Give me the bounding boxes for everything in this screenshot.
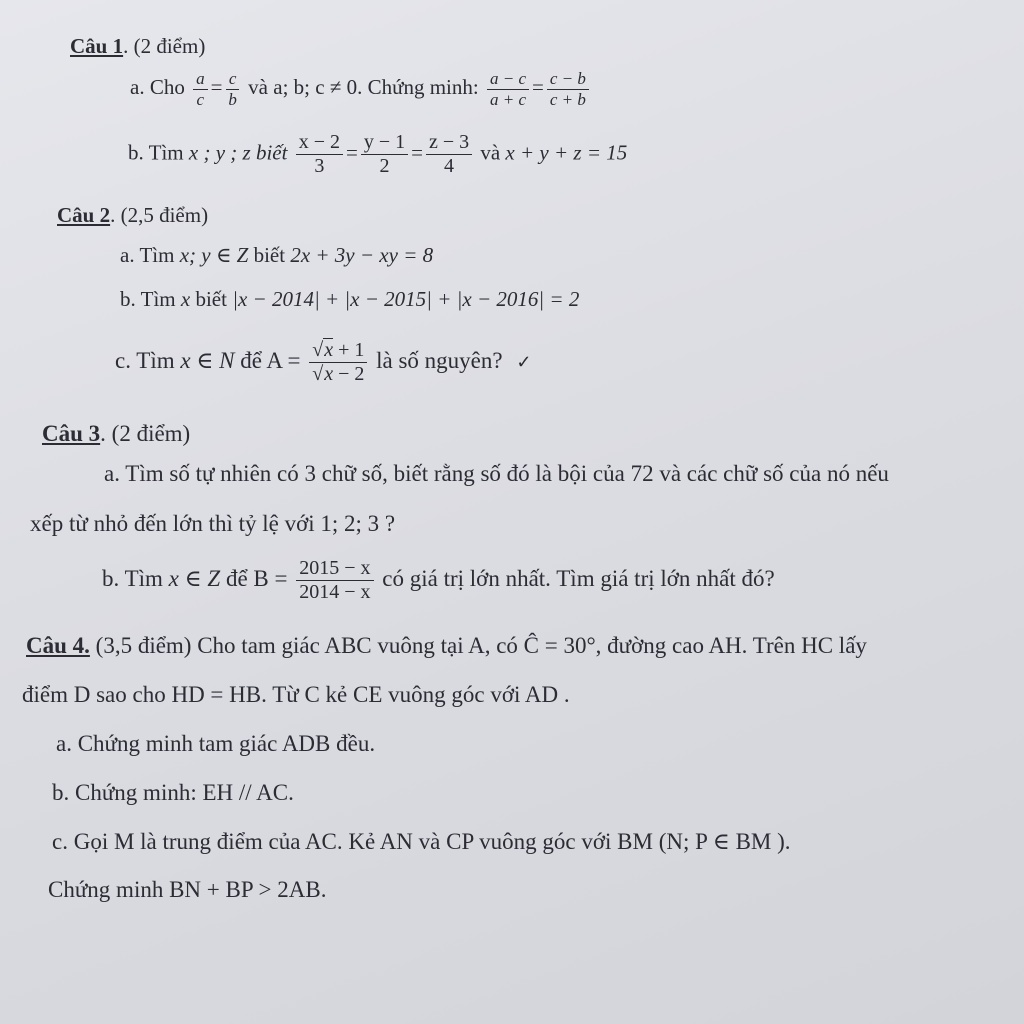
q1-b-frac3: $\frac{z - 3}{4}$ xyxy=(426,132,472,177)
q1-b-frac2: $\frac{y - 1}{2}$ xyxy=(361,132,408,177)
q2-a: a. Tìm x; y ∈ Z biết 2x + 3y − xy = 8 xyxy=(120,243,434,267)
q3-a-line1: a. Tìm số tự nhiên có 3 chữ số, biết rằng số đó là bội của 72 và các chữ số của nó nếu xyxy=(104,461,889,486)
q4-line2: điểm D sao cho HD = HB. Từ C kẻ CE vuông góc với AD . xyxy=(22,682,570,707)
q1-a-label: a. Cho xyxy=(130,75,185,100)
q2-b: b. Tìm x biết |x − 2014| + |x − 2015| + |x − 2016| = 2 xyxy=(120,287,580,311)
q1-a-frac4: $\frac{c - b}{c + b}$ xyxy=(547,70,589,109)
q3-title: Câu 3 xyxy=(42,421,101,446)
q4-c: c. Gọi M là trung điểm của AC. Kẻ AN và CP vuông góc với BM (N; P ∈ BM ). xyxy=(52,829,791,854)
q4-line1: Câu 4. (3,5 điểm) Cho tam giác ABC vuông tại A, có Ĉ = 30°, đường cao AH. Trên HC lấy xyxy=(26,633,867,658)
q1-title: Câu 1 xyxy=(70,34,124,58)
q1-heading xyxy=(70,34,205,59)
q3-heading xyxy=(42,421,190,447)
q1-b: b. Tìm x ; y ; z biết $\frac{x - 2}{3}$ = $\frac{y - 1}{2}$ = $\frac{z - 3}{4}$ và x + y + z = 15 xyxy=(128,131,628,177)
q2-points: . (2,5 điểm) xyxy=(110,203,209,227)
q2-c: c. Tìm x ∈ N để A = $\frac{√x + 1}{√x - 2}$ là số nguyên? ✓ xyxy=(115,339,532,385)
q3-points: . (2 điểm) xyxy=(100,421,191,446)
q4-b: b. Chứng minh: EH // AC. xyxy=(52,780,294,805)
check-mark-icon: ✓ xyxy=(516,351,532,372)
q1-b-frac1: $\frac{x - 2}{3}$ xyxy=(296,132,343,177)
q2-title: Câu 2 xyxy=(57,203,111,227)
q1-a-condition: và a; b; c ≠ 0. Chứng minh: xyxy=(248,75,479,100)
q1-points: . (2 điểm) xyxy=(123,34,206,58)
q3-b-fraction: $\frac{2015 - x}{2014 - x}$ xyxy=(296,558,373,603)
q1-a-frac2: $\frac{c}{b}$ xyxy=(225,70,240,109)
q1-a-frac1: $\frac{a}{c}$ xyxy=(193,70,208,109)
q1-a: a. Cho $\frac{a}{c}$ = $\frac{c}{b}$ và a; b; c ≠ 0. Chứng minh: $\frac{a - c}{a + c}$ = $\frac{c - b}{c + b}$ xyxy=(130,70,592,109)
q2-heading xyxy=(57,203,208,228)
q3-b: b. Tìm x ∈ Z để B = $\frac{2015 - x}{2014 - x}$ có giá trị lớn nhất. Tìm giá trị lớn nhất đó? xyxy=(102,557,775,603)
q4-c2: Chứng minh BN + BP > 2AB. xyxy=(48,877,327,902)
q1-b-vars: x ; y ; z xyxy=(188,140,251,165)
q4-title: Câu 4. xyxy=(26,633,90,658)
q3-a-line2: xếp từ nhỏ đến lớn thì tỷ lệ với 1; 2; 3 ? xyxy=(30,511,396,536)
q2-a-equation: 2x + 3y − xy = 8 xyxy=(290,243,434,267)
q1-a-frac3: $\frac{a - c}{a + c}$ xyxy=(487,70,529,109)
q2-c-fraction: $\frac{√x + 1}{√x - 2}$ xyxy=(309,340,367,385)
q4-a: a. Chứng minh tam giác ADB đều. xyxy=(56,731,376,756)
q2-b-equation: |x − 2014| + |x − 2015| + |x − 2016| = 2 xyxy=(232,287,580,311)
q1-b-sum: x + y + z = 15 xyxy=(505,140,628,165)
